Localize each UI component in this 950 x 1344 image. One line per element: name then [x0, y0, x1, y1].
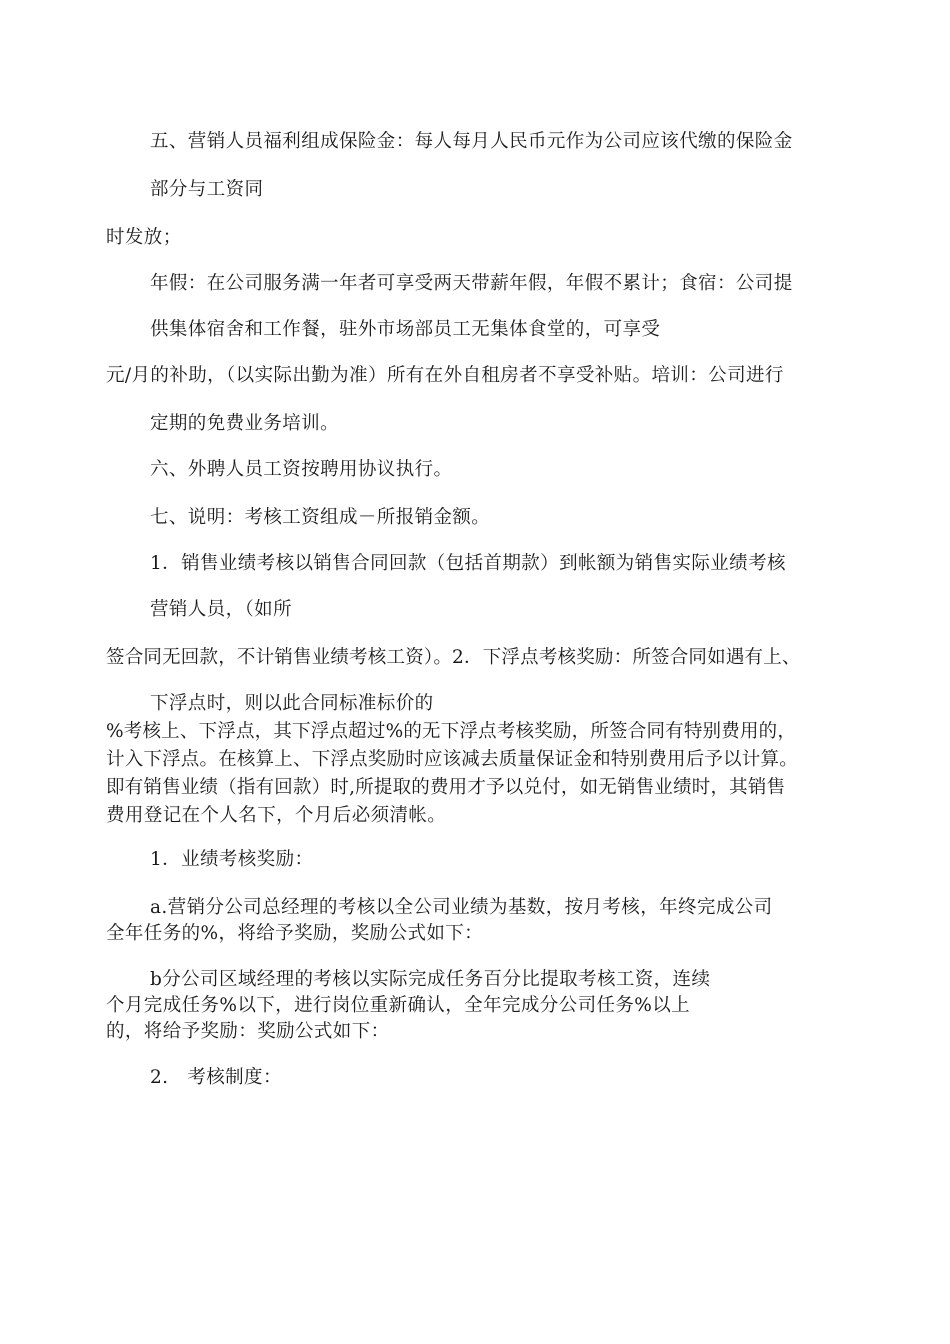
paragraph-line: 下浮点时，则以此合同标准标价的 — [150, 693, 434, 714]
paragraph-line: 六、外聘人员工资按聘用协议执行。 — [150, 459, 453, 480]
paragraph-line: 部分与工资同 — [150, 179, 264, 200]
paragraph-line: 七、说明：考核工资组成－所报销金额。 — [150, 507, 491, 528]
paragraph-line: 签合同无回款，不计销售业绩考核工资）。2．下浮点考核奖励：所签合同如遇有上、 — [106, 647, 801, 668]
paragraph-line: 五、营销人员福利组成保险金：每人每月人民币元作为公司应该代缴的保险金 — [150, 131, 793, 152]
paragraph-line: 的，将给予奖励：奖励公式如下： — [106, 1021, 390, 1042]
paragraph-line: 1．销售业绩考核以销售合同回款（包括首期款）到帐额为销售实际业绩考核 — [150, 553, 786, 574]
paragraph-line: 即有销售业绩（指有回款）时,所提取的费用才予以兑付，如无销售业绩时，其销售 — [106, 777, 786, 798]
paragraph-line: 1．业绩考核奖励： — [150, 849, 314, 870]
paragraph-line: 年假：在公司服务满一年者可享受两天带薪年假，年假不累计；食宿：公司提 — [150, 273, 793, 294]
paragraph-line: 定期的免费业务培训。 — [150, 413, 340, 434]
paragraph-line: 全年任务的%，将给予奖励，奖励公式如下： — [106, 923, 484, 944]
paragraph-line: 个月完成任务%以下，进行岗位重新确认，全年完成分公司任务%以上 — [106, 995, 691, 1016]
paragraph-line: 供集体宿舍和工作餐，驻外市场部员工无集体食堂的，可享受 — [150, 319, 661, 340]
paragraph-line: 计入下浮点。在核算上、下浮点奖励时应该减去质量保证金和特别费用后予以计算。 — [106, 749, 798, 770]
paragraph-line: %考核上、下浮点，其下浮点超过%的无下浮点考核奖励，所签合同有特别费用的， — [106, 721, 797, 742]
paragraph-line: 费用登记在个人名下，个月后必须清帐。 — [106, 805, 447, 826]
paragraph-line: 营销人员，（如所 — [150, 599, 292, 620]
paragraph-line: b分公司区域经理的考核以实际完成任务百分比提取考核工资，连续 — [150, 969, 711, 990]
paragraph-line: 元/月的补助，（以实际出勤为准）所有在外自租房者不享受补贴。培训：公司进行 — [106, 365, 784, 386]
paragraph-line: 时发放； — [106, 227, 182, 248]
paragraph-line: 2. 考核制度： — [150, 1067, 282, 1088]
paragraph-line: a.营销分公司总经理的考核以全公司业绩为基数，按月考核，年终完成公司 — [150, 897, 773, 918]
